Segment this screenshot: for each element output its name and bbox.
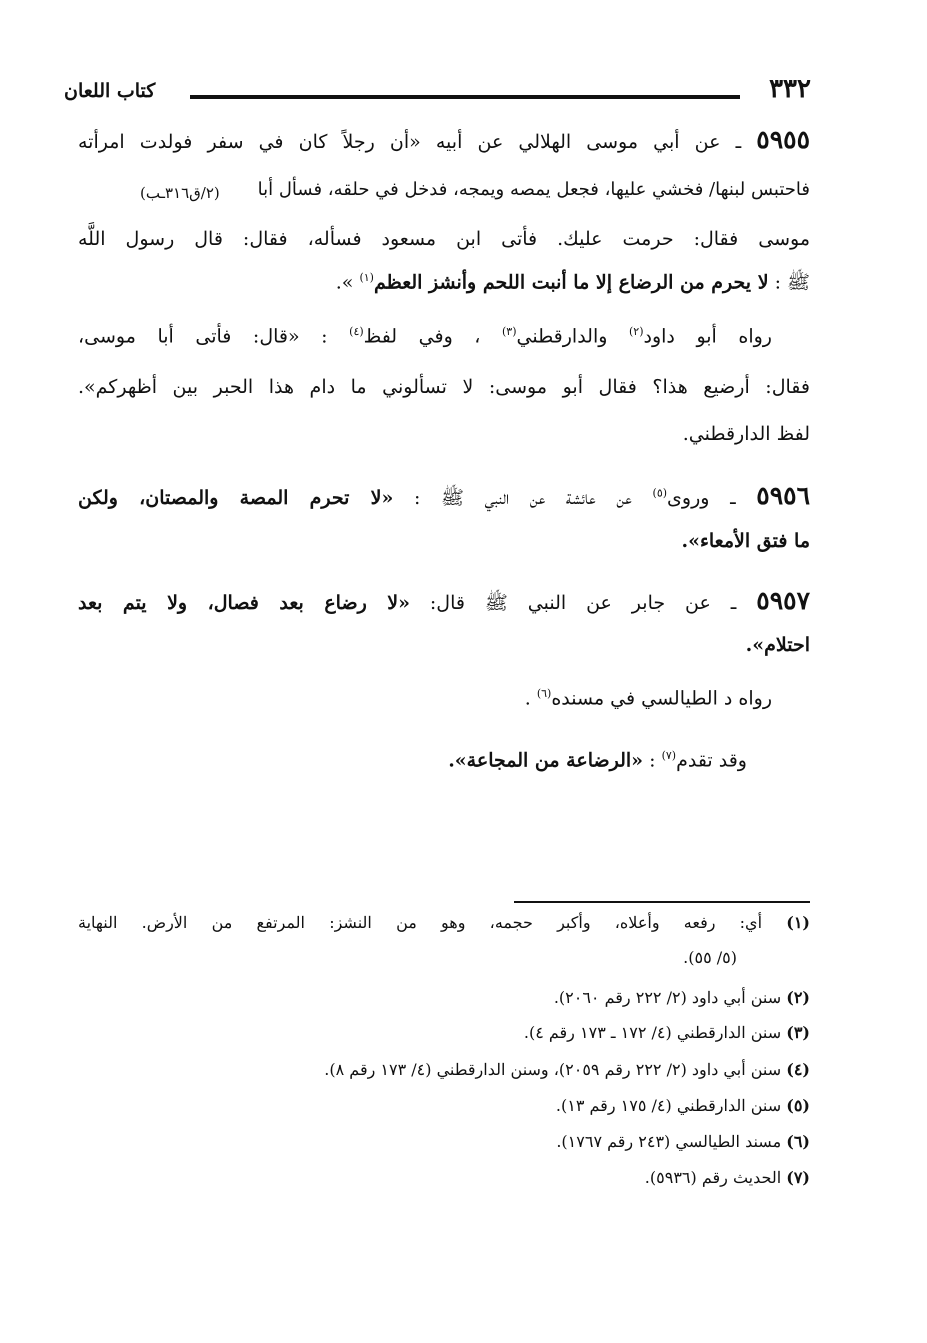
hadith-5957-riwaya: رواه د الطيالسي في مسنده$^{(٦)}$ .: [524, 687, 772, 710]
hadith-5956-line-2: ما فتق الأمعاء».: [681, 530, 810, 552]
header-rule: [190, 95, 740, 99]
hadith-5955-riwaya-line-2: فقال: أرضيع هذا؟ فقال أبو موسى: لا تسألوني ما دام هذا الحبر بين أظهركم».: [78, 376, 810, 398]
manuscript-margin-note: (٢/ق٣١٦ـب): [140, 184, 220, 202]
footnote-1-line-1: (١) أي: رفعه وأعلاه، وأكبر حجمه، وهو من النشز: المرتفع من الأرض. النهاية: [78, 913, 810, 932]
hadith-5957-line-1: ٥٩٥٧ ـ عن جابر عن النبي ﷺ قال: «لا رضاع بعد فصال، ولا يتم بعد: [78, 586, 810, 615]
footnote-ref: (٦): [536, 687, 552, 700]
footnote-ref: (٢): [629, 325, 644, 338]
footnote-separator: [514, 901, 810, 903]
footnote-2: (٢) سنن أبي داود (٢/ ٢٢٢ رقم ٢٠٦٠).: [553, 988, 810, 1007]
hadith-5957-taqaddam: وقد تقدم$^{(٧)}$ : «الرضاعة من المجاعة».: [448, 749, 747, 772]
hadith-5955-line-3: موسى فقال: حرمت عليك. فأتى ابن مسعود فسأله، فقال: قال رسول اللَّه: [78, 228, 810, 250]
hadith-5957-line-2: احتلام».: [745, 634, 810, 656]
footnote-ref: (٣): [502, 325, 517, 338]
hadith-5955-riwaya-line-1: رواه أبو داود$^{(٢)}$ والدارقطني$^{(٣)}$ ، وفي لفظ$^{(٤)}$ : «قال: فأتى أبا موسى،: [78, 325, 772, 348]
hadith-5955-line-1: ٥٩٥٥ ـ عن أبي موسى الهلالي عن أبيه «أن رجلاً كان في سفر فولدت امرأته: [78, 125, 810, 154]
footnote-ref: (١): [359, 271, 374, 284]
footnote-ref: (٧): [661, 749, 677, 762]
footnote-4: (٤) سنن أبي داود (٢/ ٢٢٢ رقم ٢٠٥٩)، وسنن الدارقطني (٤/ ١٧٣ رقم ٨).: [324, 1060, 810, 1079]
book-title: كتاب اللعان: [64, 80, 156, 102]
footnote-3: (٣) سنن الدارقطني (٤/ ١٧٢ ـ ١٧٣ رقم ٤).: [523, 1023, 810, 1042]
salawat-glyph: ﷺ :: [774, 271, 810, 294]
hadith-5956-line-1: ٥٩٥٦ ـ وروى$^{(٥)}$ عن عائشة عن النبي ﷺ : «لا تحرم المصة والمصتان، ولكن: [78, 481, 811, 510]
hadith-number: ٥٩٥٥: [756, 125, 810, 154]
footnote-5: (٥) سنن الدارقطني (٤/ ١٧٥ رقم ١٣).: [555, 1096, 810, 1115]
hadith-5955-line-2: فاحتبس لبنها/ فخشي عليها، فجعل يمصه ويمجه، فدخل في حلقه، فسأل أبا: [257, 179, 810, 200]
footnote-1-line-2: (٥/ ٥٥).: [683, 948, 737, 967]
hadith-5955-riwaya-line-3: لفظ الدارقطني.: [682, 423, 810, 445]
page-number: ٣٣٢: [769, 74, 811, 104]
footnote-6: (٦) مسند الطيالسي (٢٤٣ رقم ١٧٦٧).: [556, 1132, 810, 1151]
hadith-number: ٥٩٥٧: [756, 586, 810, 615]
hadith-5955-line-4: ﷺ : لا يحرم من الرضاع إلا ما أنبت اللحم وأنشز العظم$^{(١)}$ ».: [335, 271, 810, 294]
footnote-ref: (٤): [349, 325, 364, 338]
hadith-number: ٥٩٥٦: [756, 481, 811, 510]
footnote-7: (٧) الحديث رقم (٥٩٣٦).: [644, 1168, 810, 1187]
footnote-ref: (٥): [652, 486, 668, 500]
